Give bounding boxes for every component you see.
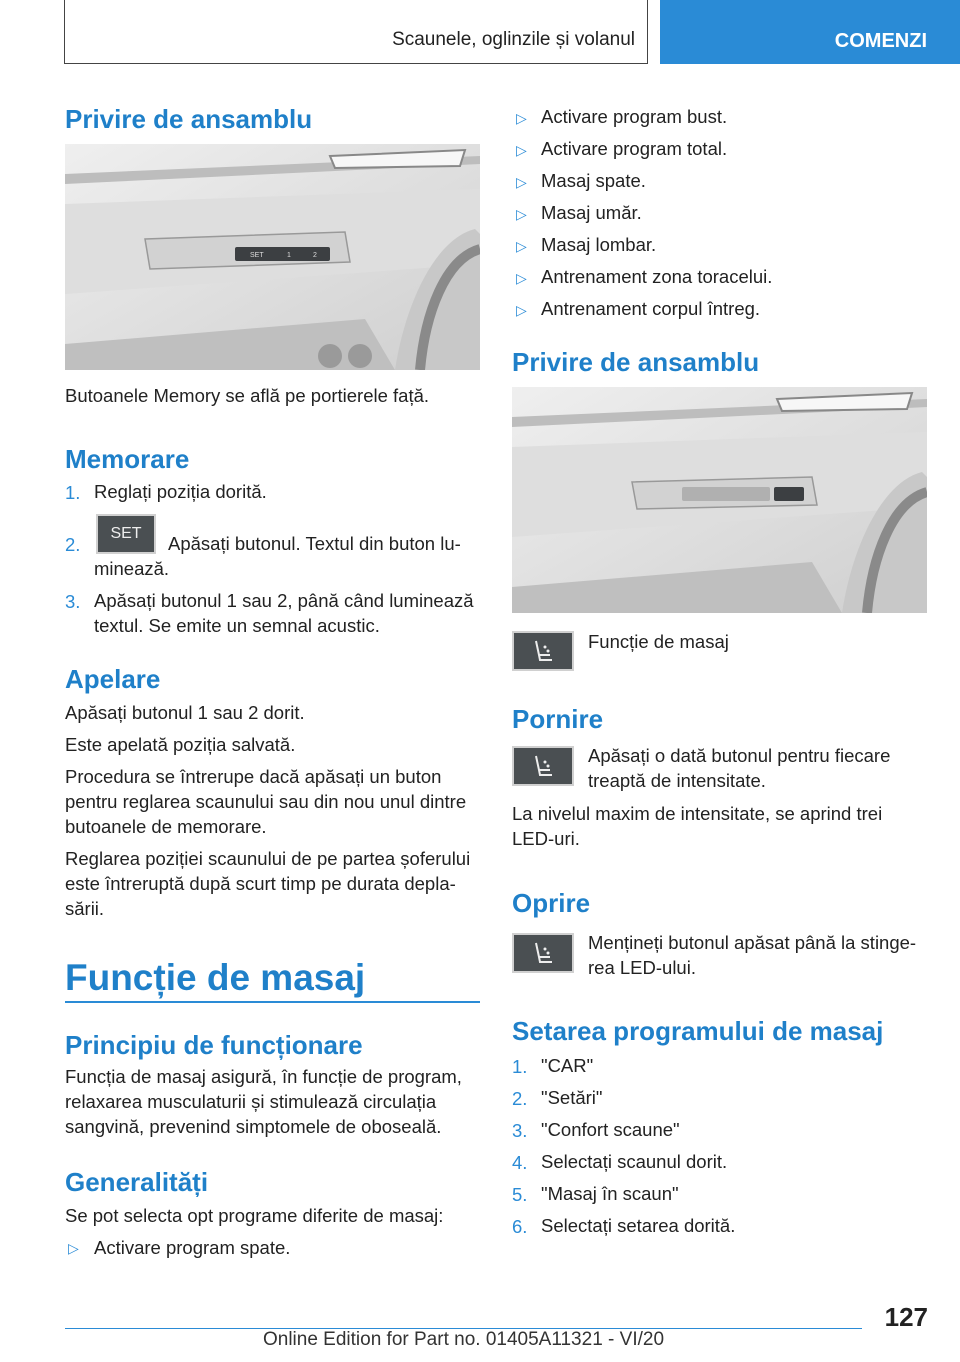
paragraph-line: pentru reglarea scaunului sau din nou unul dintre — [65, 791, 467, 812]
massage-seat-icon — [512, 631, 574, 671]
paragraph-line: relaxarea musculaturii și stimulează circulația — [65, 1091, 437, 1112]
section-rule — [65, 1001, 480, 1003]
paragraph: Este apelată poziția salvată. — [65, 734, 296, 755]
heading-generalitati: Generalități — [65, 1167, 209, 1197]
svg-text:SET: SET — [250, 252, 264, 259]
bullet-triangle-icon: ▷ — [516, 302, 527, 318]
step-text: Reglați poziția dorită. — [94, 481, 267, 502]
step-number: 4. — [512, 1152, 528, 1173]
bullet-triangle-icon: ▷ — [516, 110, 527, 126]
paragraph-line: butoanele de memorare. — [65, 816, 267, 837]
heading-massage-function: Funcție de masaj — [65, 957, 366, 998]
step-text: "Setări" — [541, 1087, 603, 1108]
massage-seat-icon — [512, 933, 574, 973]
step-text: Selectați setarea dorită. — [541, 1215, 736, 1236]
step-text-cont: textul. Se emite un semnal acustic. — [94, 615, 380, 636]
step-text: "Confort scaune" — [541, 1119, 680, 1140]
door-massage-photo — [512, 387, 927, 613]
bullet-triangle-icon: ▷ — [68, 1240, 79, 1256]
svg-text:1: 1 — [287, 252, 291, 259]
door-memory-photo — [65, 144, 480, 370]
bullet-item: Activare program total. — [541, 138, 728, 159]
heading-oprire: Oprire — [512, 888, 591, 918]
bullet-triangle-icon: ▷ — [516, 142, 527, 158]
bullet-triangle-icon: ▷ — [516, 174, 527, 190]
bullet-triangle-icon: ▷ — [516, 206, 527, 222]
step-text: "Masaj în scaun" — [541, 1183, 679, 1204]
step-number: 3. — [65, 591, 81, 612]
bullet-item: Antrenament corpul întreg. — [541, 298, 761, 319]
step-number: 2. — [512, 1088, 528, 1109]
bullet-item: Activare program bust. — [541, 106, 728, 127]
set-button-icon — [96, 514, 156, 554]
paragraph-line: La nivelul maxim de intensitate, se aprind trei — [512, 803, 883, 824]
set-button-label: SET — [110, 525, 142, 542]
step-text: Selectați scaunul dorit. — [541, 1151, 728, 1172]
paragraph-line: sangvină, prevenind simptomele de oboseală. — [65, 1116, 442, 1137]
heading-overview-right: Privire de ansamblu — [512, 347, 760, 377]
step-text: Apăsați butonul. Textul din buton lu- — [168, 533, 461, 554]
heading-apelare: Apelare — [65, 664, 161, 694]
header-tab[interactable] — [660, 0, 960, 64]
paragraph-line: Apăsați o dată butonul pentru fiecare — [588, 745, 891, 766]
step-number: 2. — [65, 534, 81, 555]
paragraph-line: rea LED-ului. — [588, 957, 696, 978]
paragraph-line: treaptă de intensitate. — [588, 770, 766, 791]
bullet-item: Masaj umăr. — [541, 202, 642, 223]
step-number: 6. — [512, 1216, 528, 1237]
bullet-triangle-icon: ▷ — [516, 238, 527, 254]
bullet-item: Activare program spate. — [94, 1237, 291, 1258]
memory-caption: Butoanele Memory se află pe portierele față. — [65, 385, 430, 406]
step-text: "CAR" — [541, 1055, 594, 1076]
page-number: 127 — [884, 1302, 928, 1332]
paragraph-line: Procedura se întrerupe dacă apăsați un buton — [65, 766, 442, 787]
step-number: 1. — [65, 482, 81, 503]
icon-caption: Funcție de masaj — [588, 631, 729, 652]
paragraph-line: LED-uri. — [512, 828, 580, 849]
heading-setarea: Setarea programului de masaj — [512, 1016, 884, 1046]
paragraph-line: Reglarea poziției scaunului de pe partea șoferului — [65, 848, 471, 869]
bullet-item: Masaj lombar. — [541, 234, 657, 255]
paragraph: Apăsați butonul 1 sau 2 dorit. — [65, 702, 305, 723]
step-number: 1. — [512, 1056, 528, 1077]
header-section-box — [64, 0, 648, 64]
paragraph-line: sării. — [65, 898, 105, 919]
step-text-cont: minează. — [94, 558, 170, 579]
bullet-triangle-icon: ▷ — [516, 270, 527, 286]
svg-text:2: 2 — [313, 252, 317, 259]
heading-memorare: Memorare — [65, 444, 190, 474]
paragraph-line: Funcția de masaj asigură, în funcție de program, — [65, 1066, 462, 1087]
footer-edition: Online Edition for Part no. 01405A11321 - VI/20 — [262, 1329, 665, 1350]
heading-overview-left: Privire de ansamblu — [65, 104, 313, 134]
bullet-item: Antrenament zona toracelui. — [541, 266, 773, 287]
step-number: 3. — [512, 1120, 528, 1141]
paragraph-line: Mențineți butonul apăsat până la stinge- — [588, 932, 917, 953]
paragraph: Se pot selecta opt programe diferite de masaj: — [65, 1205, 444, 1226]
paragraph-line: este întreruptă după scurt timp pe durata depla- — [65, 873, 456, 894]
massage-seat-icon — [512, 746, 574, 786]
bullet-item: Masaj spate. — [541, 170, 646, 191]
heading-pornire: Pornire — [512, 704, 604, 734]
section-title: Scaunele, oglinzile și volanul — [392, 29, 635, 50]
heading-principiu: Principiu de funcționare — [65, 1030, 363, 1060]
tab-label: COMENZI — [834, 30, 927, 52]
step-number: 5. — [512, 1184, 528, 1205]
step-text: Apăsați butonul 1 sau 2, până când luminează — [94, 590, 474, 611]
